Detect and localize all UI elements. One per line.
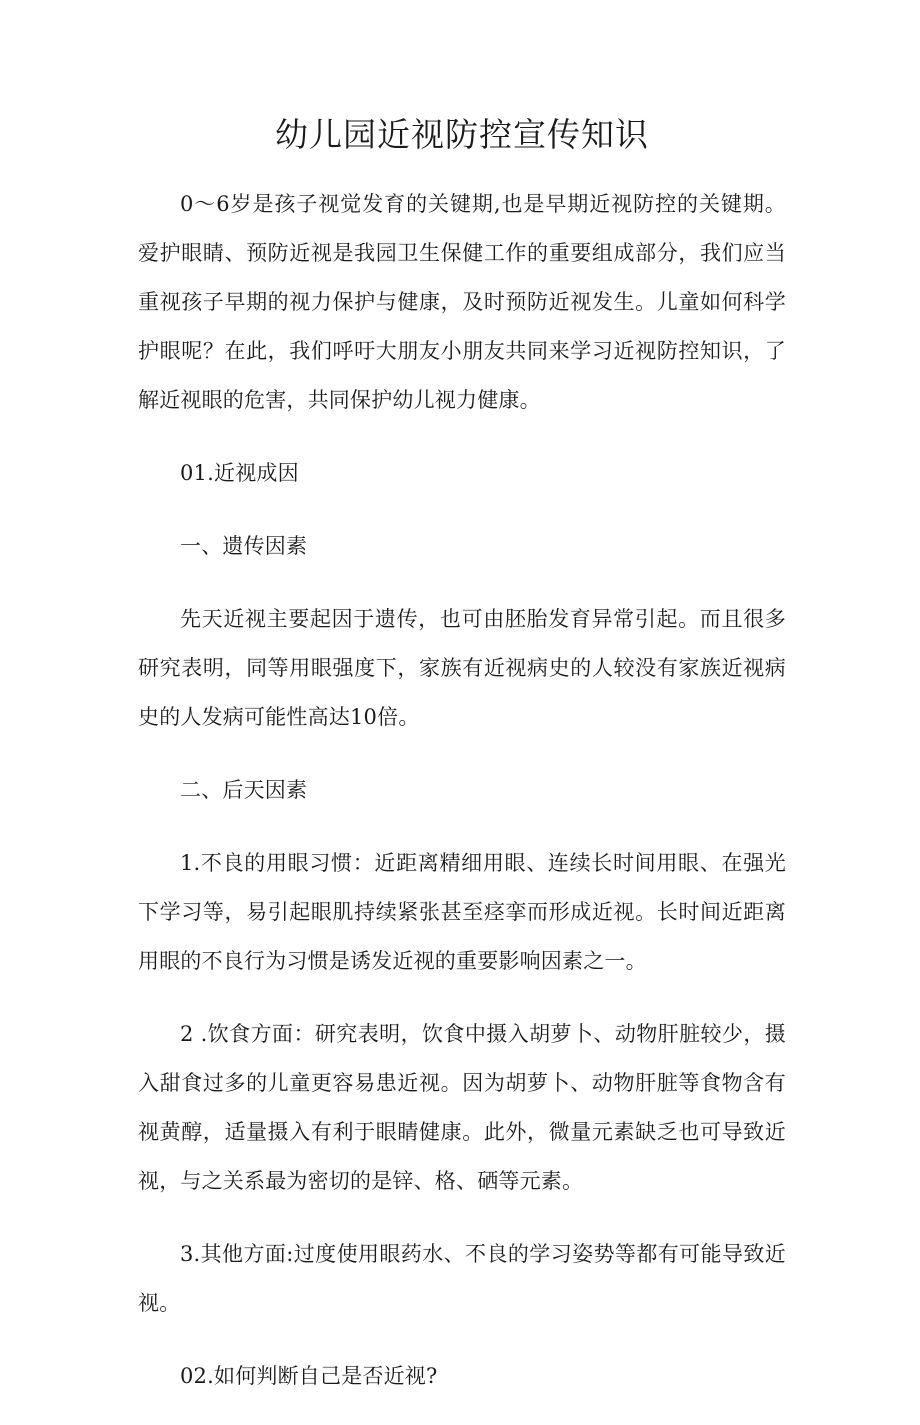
- intro-paragraph: 0～6岁是孩子视觉发育的关键期,也是早期近视防控的关键期。爱护眼睛、预防近视是我园卫生保健工作的重要组成部分，我们应当重视孩子早期的视力保护与健康，及时预防近视发生。儿童如何科学护眼呢？在此，我们呼吁大朋友小朋友共同来学习近视防控知识，了解近视眼的危害，共同保护幼儿视力健康。: [138, 192, 786, 412]
- subheading-acquired-factors: 二、后天因素: [180, 778, 308, 802]
- document-body: [138, 110, 786, 1425]
- section-heading-causes: 01.近视成因: [180, 461, 299, 485]
- paragraph-other-factors: 3.其他方面:过度使用眼药水、不良的学习姿势等都有可能导致近视。: [138, 1242, 786, 1315]
- paragraph-eye-habits: 1.不良的用眼习惯：近距离精细用眼、连续长时间用眼、在强光下学习等，易引起眼肌持续紧张甚至痉挛而形成近视。长时间近距离用眼的不良行为习惯是诱发近视的重要影响因素之一。: [138, 851, 786, 973]
- document-title: 幼儿园近视防控宣传知识: [275, 115, 649, 154]
- paragraph-diet: 2 .饮食方面：研究表明，饮食中摄入胡萝卜、动物肝脏较少，摄入甜食过多的儿童更容易患近视。因为胡萝卜、动物肝脏等食物含有视黄醇，适量摄入有利于眼睛健康。此外，微量元素缺乏也可导致近视，与之关系最为密切的是锌、格、硒等元素。: [138, 1022, 786, 1193]
- subheading-genetic-factors: 一、遗传因素: [180, 534, 308, 558]
- paragraph-genetic-factors: 先天近视主要起因于遗传，也可由胚胎发育异常引起。而且很多研究表明，同等用眼强度下，家族有近视病史的人较没有家族近视病史的人发病可能性高达10倍。: [138, 607, 786, 729]
- section-heading-self-check: 02.如何判断自己是否近视?: [180, 1364, 438, 1388]
